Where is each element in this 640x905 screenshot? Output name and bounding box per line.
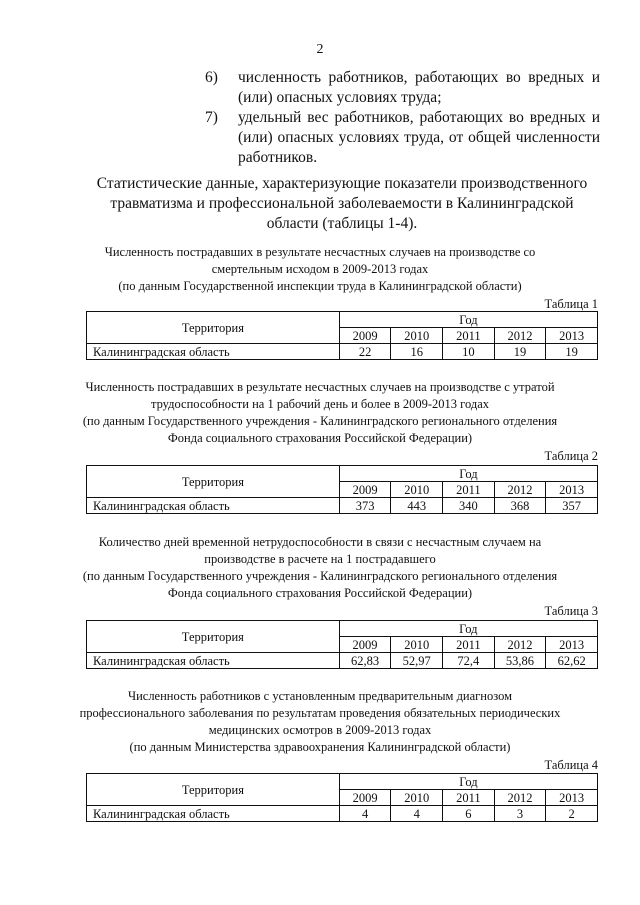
year-cell: 2011 xyxy=(443,790,495,806)
table-2 xyxy=(86,465,598,514)
value-cell: 72,4 xyxy=(443,653,495,669)
territory-header: Территория xyxy=(87,312,340,344)
value-cell: 19 xyxy=(494,344,546,360)
table-4-block xyxy=(0,688,640,773)
value-cell: 53,86 xyxy=(494,653,546,669)
value-cell: 368 xyxy=(494,498,546,514)
list-item-text: численность работников, работающих во вредных и (или) опасных условиях труда; xyxy=(238,69,600,106)
table-row xyxy=(87,498,598,514)
table-4 xyxy=(86,773,598,822)
caption-line: производстве в расчете на 1 пострадавшего xyxy=(204,552,436,566)
value-cell: 62,62 xyxy=(546,653,598,669)
table-header-row xyxy=(87,312,598,328)
caption-line: (по данным Государственного учреждения - Калининградского регионального отделения xyxy=(82,414,558,428)
value-cell: 2 xyxy=(546,806,598,822)
year-cell: 2010 xyxy=(391,637,443,653)
year-cell: 2013 xyxy=(546,790,598,806)
region-cell: Калининградская область xyxy=(87,653,340,669)
list-item-number: 7) xyxy=(205,109,218,126)
list-item xyxy=(205,108,600,168)
table-caption xyxy=(50,379,590,447)
list-item xyxy=(205,68,600,108)
table-caption xyxy=(50,534,590,602)
table-header-row xyxy=(87,621,598,637)
year-cell: 2009 xyxy=(339,482,391,498)
caption-line: (по данным Государственного учреждения - Калининградского регионального отделения xyxy=(82,569,558,583)
caption-line: медицинских осмотров в 2009-2013 годах xyxy=(208,723,432,737)
value-cell: 62,83 xyxy=(339,653,391,669)
year-header: Год xyxy=(339,312,597,328)
caption-line: смертельным исходом в 2009-2013 годах xyxy=(211,262,429,276)
value-cell: 357 xyxy=(546,498,598,514)
value-cell: 443 xyxy=(391,498,443,514)
caption-line: (по данным Государственной инспекции труда в Калининградской области) xyxy=(118,279,522,293)
year-cell: 2011 xyxy=(443,328,495,344)
region-cell: Калининградская область xyxy=(87,806,340,822)
value-cell: 4 xyxy=(391,806,443,822)
year-cell: 2010 xyxy=(391,790,443,806)
caption-line: Численность работников с установленным предварительным диагнозом xyxy=(127,689,513,703)
value-cell: 52,97 xyxy=(391,653,443,669)
table-header-row xyxy=(87,774,598,790)
numbered-list xyxy=(205,68,600,168)
year-header: Год xyxy=(339,466,597,482)
table-1-block xyxy=(0,244,640,312)
region-cell: Калининградская область xyxy=(87,344,340,360)
year-cell: 2012 xyxy=(494,482,546,498)
year-cell: 2009 xyxy=(339,790,391,806)
table-row xyxy=(87,806,598,822)
caption-line: Фонда социального страхования Российской Федерации) xyxy=(167,586,473,600)
page-number: 2 xyxy=(316,42,324,57)
territory-header: Территория xyxy=(87,774,340,806)
year-cell: 2011 xyxy=(443,637,495,653)
table-label: Таблица 2 xyxy=(544,449,598,463)
year-cell: 2009 xyxy=(339,328,391,344)
table-3-block xyxy=(0,534,640,619)
year-cell: 2009 xyxy=(339,637,391,653)
caption-line: профессионального заболевания по результатам проведения обязательных периодических xyxy=(79,706,561,720)
table-3 xyxy=(86,620,598,669)
territory-header: Территория xyxy=(87,466,340,498)
section-heading: Статистические данные, характеризующие показатели производственного травматизма и профессиональной заболеваемости в Калининградской области (таблицы 1-4). xyxy=(96,175,588,232)
value-cell: 340 xyxy=(443,498,495,514)
value-cell: 373 xyxy=(339,498,391,514)
region-cell: Калининградская область xyxy=(87,498,340,514)
table-caption xyxy=(50,688,590,756)
year-cell: 2012 xyxy=(494,328,546,344)
caption-line: Численность пострадавших в результате несчастных случаев на производстве с утратой xyxy=(85,380,555,394)
caption-line: Фонда социального страхования Российской Федерации) xyxy=(167,431,473,445)
table-header-row xyxy=(87,466,598,482)
value-cell: 4 xyxy=(339,806,391,822)
list-item-text: удельный вес работников, работающих во вредных и (или) опасных условиях труда, от общей численности работников. xyxy=(238,109,600,166)
list-item-number: 6) xyxy=(205,69,218,86)
table-row xyxy=(87,653,598,669)
table-label: Таблица 4 xyxy=(544,758,598,772)
year-header: Год xyxy=(339,774,597,790)
value-cell: 6 xyxy=(443,806,495,822)
caption-line: Численность пострадавших в результате несчастных случаев на производстве со xyxy=(104,245,536,259)
value-cell: 16 xyxy=(391,344,443,360)
year-cell: 2013 xyxy=(546,328,598,344)
territory-header: Территория xyxy=(87,621,340,653)
table-caption xyxy=(50,244,590,295)
year-header: Год xyxy=(339,621,597,637)
year-cell: 2013 xyxy=(546,482,598,498)
table-row xyxy=(87,344,598,360)
value-cell: 19 xyxy=(546,344,598,360)
caption-line: трудоспособности на 1 рабочий день и более в 2009-2013 годах xyxy=(150,397,490,411)
year-cell: 2012 xyxy=(494,637,546,653)
year-cell: 2011 xyxy=(443,482,495,498)
value-cell: 3 xyxy=(494,806,546,822)
year-cell: 2012 xyxy=(494,790,546,806)
table-label: Таблица 3 xyxy=(544,604,598,618)
table-label: Таблица 1 xyxy=(544,297,598,311)
year-cell: 2010 xyxy=(391,482,443,498)
value-cell: 22 xyxy=(339,344,391,360)
caption-line: (по данным Министерства здравоохранения Калининградской области) xyxy=(129,740,511,754)
year-cell: 2010 xyxy=(391,328,443,344)
table-1 xyxy=(86,311,598,360)
value-cell: 10 xyxy=(443,344,495,360)
caption-line: Количество дней временной нетрудоспособности в связи с несчастным случаем на xyxy=(98,535,542,549)
year-cell: 2013 xyxy=(546,637,598,653)
table-2-block xyxy=(0,379,640,464)
